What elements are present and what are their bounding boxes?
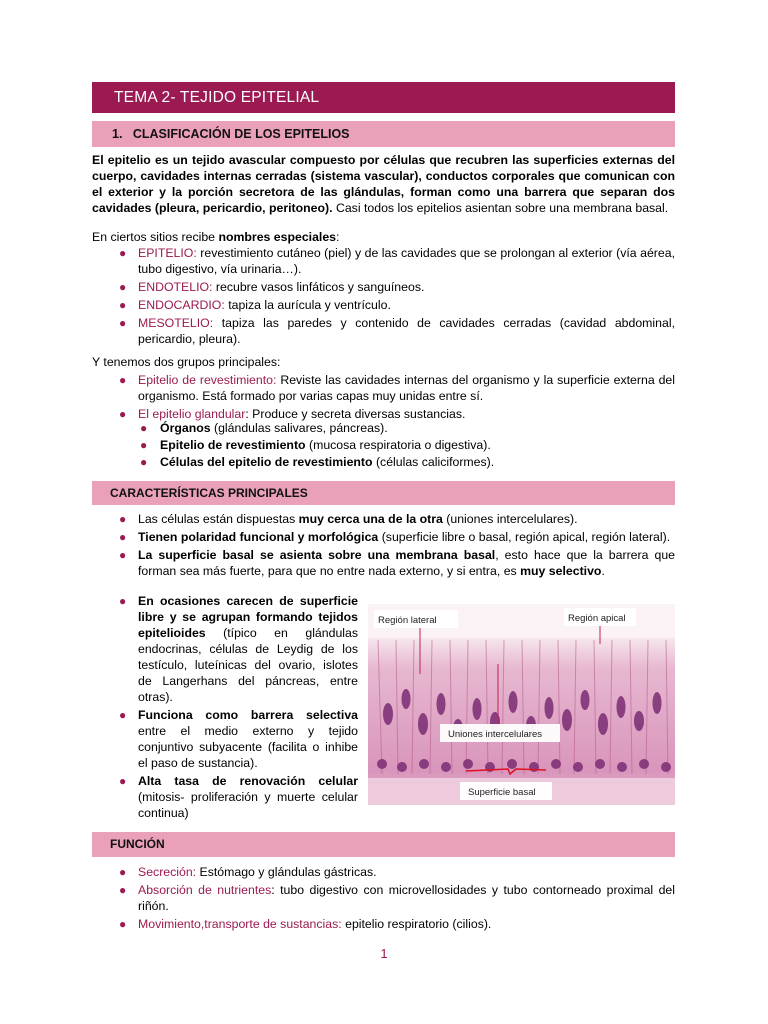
list-item-text: (mucosa respiratoria o digestiva). [305, 438, 491, 452]
list-item-text: recubre vasos linfáticos y sanguíneos. [212, 280, 425, 294]
list-item-bold: muy selectivo [520, 564, 602, 578]
list-item-text: (superficie libre o basal, región apical, región lateral). [378, 530, 671, 544]
label-uniones: Uniones intercelulares [448, 729, 542, 740]
list-item [110, 529, 675, 545]
list-item-text: Las células están dispuestas [138, 512, 299, 526]
list-item-text: Reviste las cavidades internas del organismo y la superficie externa del organismo. Está formado por varias capas muy unidas entre sí. [138, 373, 675, 403]
bullet-icon: ● [140, 455, 148, 469]
caracteristicas-list-narrow [110, 593, 358, 823]
bullet-icon: ● [119, 708, 127, 722]
list-item-text: : Produce y secreta diversas sustancias. [245, 407, 466, 421]
section-heading-funcion: FUNCIÓN [92, 832, 675, 857]
term-revestimiento: Epitelio de revestimiento: [138, 373, 277, 387]
term-mesotelio: MESOTELIO: [138, 316, 214, 330]
grupos-intro: Y tenemos dos grupos principales: [92, 355, 281, 369]
list-item-text: revestimiento cutáneo (piel) y de las cavidades que se prolongan al exterior (vía aérea, tubo digestivo, vía urinaria…). [138, 246, 675, 276]
list-item [110, 882, 675, 914]
bullet-icon: ● [119, 316, 127, 330]
bullet-icon: ● [119, 298, 127, 312]
list-item-bold: Alta tasa de renovación celular [138, 774, 358, 788]
epithelium-illustration [368, 604, 675, 805]
list-item [110, 297, 675, 313]
bullet-icon: ● [119, 512, 127, 526]
list-item-text: entre el medio externo y tejido conjuntivo subyacente (facilita o inhibe el paso de sustancia). [138, 724, 358, 770]
list-item-text: tapiza la aurícula y ventrículo. [224, 298, 391, 312]
section-heading-caracteristicas: CARACTERÍSTICAS PRINCIPALES [92, 481, 675, 505]
bullet-icon: ● [119, 865, 127, 879]
list-item [110, 916, 675, 932]
list-item [110, 279, 675, 295]
term-absorcion: Absorción de nutrientes [138, 883, 272, 897]
list-item-text: (mitosis- proliferación y muerte celular continua) [138, 790, 358, 820]
intro-membrana: Casi todos los epitelios asientan sobre una membrana basal. [332, 201, 669, 215]
caracteristicas-list [110, 511, 675, 581]
list-item-bold: muy cerca una de la otra [298, 512, 443, 526]
list-item-text: tapiza las paredes y contenido de cavidades cerradas (cavidad abdominal, pericardio, pleura). [138, 316, 675, 346]
bullet-icon: ● [119, 280, 127, 294]
document-title: TEMA 2- TEJIDO EPITELIAL [92, 82, 675, 113]
bullet-icon: ● [140, 438, 148, 452]
list-item [110, 864, 675, 880]
sub-bold: Órganos [160, 421, 211, 435]
term-endotelio: ENDOTELIO: [138, 280, 213, 294]
term-endocardio: ENDOCARDIO: [138, 298, 225, 312]
funcion-list [110, 864, 675, 934]
bullet-icon: ● [119, 917, 127, 931]
list-item [110, 511, 675, 527]
list-item-text: , esto hace que la barrera que forman sea más fuerte, para que no entre nada externo, y si entra, es [138, 548, 675, 578]
bullet-icon: ● [119, 883, 127, 897]
list-item-text: epitelio respiratorio (cilios). [341, 917, 492, 931]
list-item-text: : tubo digestivo con microvellosidades y tubo contorneado proximal del riñón. [138, 883, 675, 913]
especiales-intro [92, 229, 675, 245]
sub-bold: Epitelio de revestimiento [160, 438, 306, 452]
term-movimiento: Movimiento,transporte de sustancias: [138, 917, 342, 931]
term-glandular: El epitelio glandular [138, 407, 246, 421]
sub-bold: Células del epitelio de revestimiento [160, 455, 373, 469]
list-item [110, 315, 675, 347]
bullet-icon: ● [119, 594, 127, 608]
list-item-text: Estómago y glándulas gástricas. [196, 865, 377, 879]
bullet-icon: ● [140, 421, 148, 435]
section-heading-clasificacion: 1. CLASIFICACIÓN DE LOS EPITELIOS [92, 121, 675, 147]
bullet-icon: ● [119, 548, 127, 562]
especiales-intro-text: En ciertos sitios recibe [92, 230, 219, 244]
epithelium-figure [368, 604, 675, 805]
term-secrecion: Secreción: [138, 865, 197, 879]
list-item-bold: En ocasiones carecen de superficie libre y se agrupan formando tejidos epitelioides [138, 594, 358, 640]
label-region-apical: Región apical [568, 613, 626, 624]
list-item [110, 593, 358, 705]
term-epitelio: EPITELIO: [138, 246, 197, 260]
list-item-text: (glándulas salivares, páncreas). [210, 421, 388, 435]
list-item [138, 437, 675, 453]
list-item [110, 372, 675, 404]
bullet-icon: ● [119, 407, 127, 421]
intro-paragraph [92, 152, 675, 216]
list-item-bold: Tienen polaridad funcional y morfológica [138, 530, 379, 544]
list-item-bold: Funciona como barrera selectiva [138, 708, 358, 722]
page-number: 1 [380, 946, 388, 961]
especiales-list [110, 245, 675, 349]
list-item-text: (típico en glándulas endocrinas, células de Leydig de los testículo, luteínicas del ovario, islotes de Langerhans del páncreas, entre otras). [138, 626, 358, 704]
especiales-intro-bold: nombres especiales [218, 230, 337, 244]
label-superficie-basal: Superficie basal [468, 787, 536, 798]
bullet-icon: ● [119, 774, 127, 788]
list-item-bold: La superficie basal se asienta sobre una membrana basal [138, 548, 496, 562]
list-item [110, 245, 675, 277]
list-item-text: . [601, 564, 605, 578]
list-item [138, 454, 675, 470]
bullet-icon: ● [119, 246, 127, 260]
list-item [138, 420, 675, 436]
glandular-sublist [138, 420, 675, 471]
list-item [110, 547, 675, 579]
list-item-text: (uniones intercelulares). [442, 512, 578, 526]
list-item [110, 773, 358, 821]
especiales-intro-colon: : [336, 230, 340, 244]
grupos-list [110, 372, 675, 424]
label-region-lateral: Región lateral [378, 615, 437, 626]
list-item [110, 707, 358, 771]
bullet-icon: ● [119, 373, 127, 387]
bullet-icon: ● [119, 530, 127, 544]
list-item-text: (células caliciformes). [372, 455, 495, 469]
intro-definition: El epitelio es un tejido avascular compuesto por células que recubren las superficies externas del cuerpo, cavidades internas cerradas (sistema vascular), conductos corporales que comunican con el exterior y la porción secretora de las glándulas, forman como una barrera que separan dos cavidades (pleura, pericardio, peritoneo). [92, 153, 675, 215]
